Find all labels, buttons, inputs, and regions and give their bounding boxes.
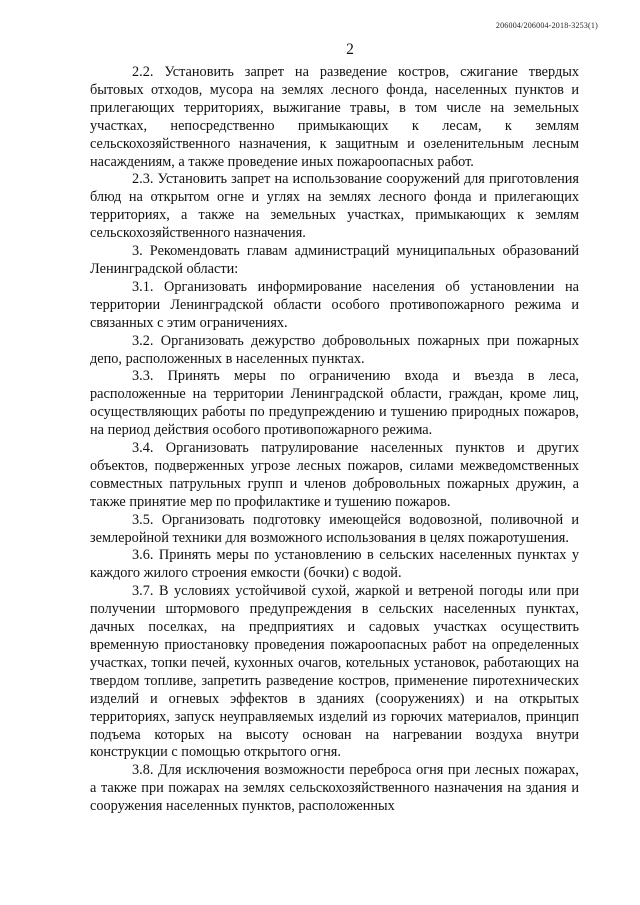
paragraph-3-7: 3.7. В условиях устойчивой сухой, жаркой и ветреной погоды или при получении штормового предупреждения в сельских населенных пунктах, дачных поселках, на предприятиях и садовых участках осуществить временную приостановку проведения пожароопасных работ на определенных участках, топки печей, кухонных очагов, котельных установок, работающих на твердом топливе, запретить разведение костров, применение пиротехнических изделий и огневых эффектов в зданиях (сооружениях) и на открытых территориях, запуск неуправляемых изделий из горючих материалов, принцип подъема которых на высоту основан на нагревании воздуха внутри конструкции с помощью открытого огня.: [90, 583, 579, 761]
document-id: 206004/206004-2018-3253(1): [495, 21, 598, 30]
paragraph-2-2: 2.2. Установить запрет на разведение костров, сжигание твердых бытовых отходов, мусора на землях лесного фонда, населенных пунктов и прилегающих территориях, выжигание травы, в том числе на земельных участках, непосредственно примыкающих к лесам, к землям сельскохозяйственного назначения, к защитным и озеленительным лесным насаждениям, а также проведение иных пожароопасных работ.: [90, 64, 579, 170]
paragraph-3-5: 3.5. Организовать подготовку имеющейся водовозной, поливочной и землеройной техники для возможного использования в целях пожаротушения.: [90, 511, 579, 546]
paragraph-3-1: 3.1. Организовать информирование населения об установлении на территории Ленинградской области особого противопожарного режима и связанных с этим ограничениях.: [90, 278, 579, 331]
paragraph-3-4: 3.4. Организовать патрулирование населенных пунктов и других объектов, подверженных угрозе лесных пожаров, силами межведомственных совместных патрульных групп и членов добровольных пожарных дружин, а также принятие мер по профилактике и тушению пожаров.: [90, 440, 579, 510]
paragraph-3-8: 3.8. Для исключения возможности переброса огня при лесных пожарах, а также при пожарах на землях сельскохозяйственного назначения на здания и сооружения населенных пунктов, расположенных: [90, 762, 579, 815]
document-body: [90, 64, 579, 816]
page-number: 2: [346, 41, 354, 58]
paragraph-3-6: 3.6. Принять меры по установлению в сельских населенных пунктах у каждого жилого строения емкости (бочки) с водой.: [90, 547, 579, 582]
paragraph-3-2: 3.2. Организовать дежурство добровольных пожарных при пожарных депо, расположенных в населенных пунктах.: [90, 332, 579, 367]
paragraph-3: 3. Рекомендовать главам администраций муниципальных образований Ленинградской области:: [90, 243, 579, 277]
paragraph-2-3: 2.3. Установить запрет на использование сооружений для приготовления блюд на открытом огне и углях на землях лесного фонда и прилегающих территориях, а также на земельных участках, примыкающих к землям сельскохозяйственного назначения.: [90, 171, 579, 242]
paragraph-3-3: 3.3. Принять меры по ограничению входа и въезда в леса, расположенные на территории Ленинградской области, граждан, кроме лиц, осуществляющих работы по предупреждению и тушению природных пожаров, на период действия особого противопожарного режима.: [90, 368, 579, 439]
